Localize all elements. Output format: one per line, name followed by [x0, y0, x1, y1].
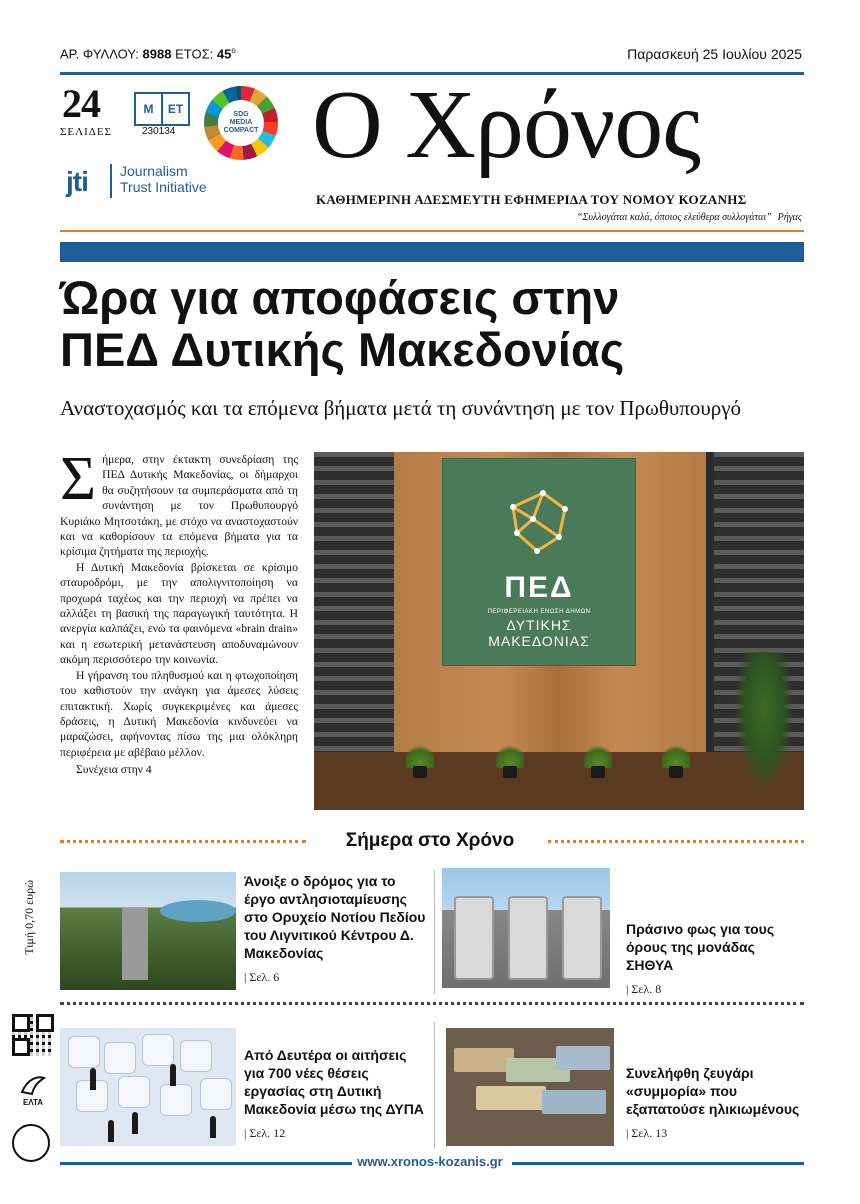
headline-line1: Ώρα για αποφάσεις στην: [60, 271, 620, 324]
story-1[interactable]: [244, 872, 430, 985]
year-value: 45: [216, 46, 232, 62]
story-4-page: | Σελ. 13: [626, 1126, 668, 1140]
met-badge: [134, 92, 190, 126]
plant-2: [496, 742, 524, 778]
lead-headline: [60, 272, 820, 376]
pages-label: ΣΕΛΙΔΕΣ: [60, 126, 112, 138]
story-divider-bottom: [434, 1022, 435, 1148]
masthead-motto: [577, 212, 802, 223]
lead-article-body: [60, 445, 298, 778]
paragraph-1-text: ήμερα, στην έκτακτη συνεδρίαση της ΠΕΔ Δυτικής Μακεδονίας, οι δήμαρχοι θα συζητήσουν τα συμπεράσματα από τη συνάντηση με τον Πρωθυπουργό Κυριάκο Μητσοτάκη, με στόχο να αναστοχαστούν και να καθορίσουν τα επόμενα βήματα για τα κρίσιμα ζητήματα της περιοχής.: [60, 453, 298, 559]
motto-text: “Συλλογάται καλά, όποιος ελεύθερα συλλογάται”: [576, 212, 772, 223]
sign-title: ΠΕΔ: [504, 571, 574, 604]
elta-bird-icon: [20, 1074, 46, 1096]
masthead-title: Ο Χρόνος: [312, 71, 701, 179]
continued-link[interactable]: Συνέχεια στην 4: [76, 763, 152, 777]
sheet-number: 8988: [142, 46, 172, 62]
story-3-title[interactable]: Από Δευτέρα οι αιτήσεις για 700 νέες θέσεις εργασίας στη Δυτική Μακεδονία μέσω της ΔΥΠΑ: [244, 1047, 424, 1117]
masthead-tagline: ΚΑΘΗΜΕΡΙΝΗ ΑΔΕΣΜΕΥΤΗ ΕΦΗΜΕΡΙΔΑ ΤΟΥ ΝΟΜΟΥ ΚΟΖΑΝΗΣ: [316, 192, 747, 207]
headline-line2: ΠΕΔ Δυτικής Μακεδονίας: [60, 323, 625, 376]
story-2-page: | Σελ. 8: [626, 982, 662, 996]
year-suffix: ο: [231, 46, 236, 55]
sdg-media-compact-logo: [204, 86, 278, 160]
story-2-image: [442, 868, 610, 988]
paragraph-3: Η γήρανση του πληθυσμού και η φτωχοποίηση του καθιστούν την ανάγκη για άμεσες λύσεις επιτακτική. Χωρίς συγκεκριμένες και άμεσες δράσεις, η Δυτική Μακεδονία κινδυνεύει να μαραζώσει, αφήνοντας πίσω της μια ολόκληρη περιφέρεια με αβέβαιο μέλλον.: [60, 668, 298, 759]
story-3-image: [60, 1028, 236, 1146]
sdg-line2: MEDIA: [229, 119, 253, 126]
masthead-rule: [60, 230, 804, 232]
sdg-line3: COMPACT: [223, 127, 259, 134]
elta-logo: [16, 1074, 50, 1116]
large-plant: [734, 652, 794, 792]
sign-subtitle: ΠΕΡΙΦΕΡΕΙΑΚΗ ΕΝΩΣΗ ΔΗΜΩΝ: [487, 609, 591, 615]
story-2[interactable]: [626, 920, 804, 997]
jti-line1: Journalism: [120, 163, 188, 179]
met-left: Μ: [143, 102, 154, 116]
section-title: Σήμερα στο Χρόνο: [345, 830, 515, 851]
year-label: ΕΤΟΣ:: [175, 46, 214, 62]
issue-info: [60, 46, 236, 61]
jti-line2: Trust Initiative: [120, 179, 207, 195]
story-divider-top: [434, 870, 435, 994]
lead-subhead: Αναστοχασμός και τα επόμενα βήματα μετά τη συνάντηση με τον Πρωθυπουργό: [60, 396, 742, 420]
section-divider-right: [548, 840, 804, 843]
blue-band: [60, 242, 804, 262]
pages-number: 24: [62, 81, 100, 126]
plant-4: [662, 742, 690, 778]
sign-line1: ΔΥΤΙΚΗΣ: [506, 617, 572, 633]
footer-rule-right: [512, 1162, 804, 1165]
sign-line2: ΜΑΚΕΔΟΝΙΑΣ: [488, 633, 590, 649]
paragraph-1: [60, 445, 298, 560]
story-3-page: | Σελ. 12: [244, 1126, 286, 1140]
story-row-divider: [60, 1002, 804, 1005]
ped-logo-icon: [503, 487, 575, 559]
sign-name: [443, 617, 635, 649]
elta-text: ΕΛΤΑ: [22, 1098, 44, 1107]
lead-photo: [314, 452, 804, 810]
jti-text: [120, 163, 207, 195]
story-4[interactable]: [626, 1064, 804, 1141]
ped-sign: [442, 458, 636, 666]
story-4-image: [446, 1028, 614, 1146]
photo-floor: [314, 752, 804, 810]
story-1-page: | Σελ. 6: [244, 970, 280, 984]
price-label: Τιμή 0,70 ευρώ: [22, 880, 36, 955]
plant-3: [584, 742, 612, 778]
met-right: ΕΤ: [161, 94, 188, 124]
issue-date: Παρασκευή 25 Ιουλίου 2025: [627, 46, 802, 62]
story-3[interactable]: [244, 1046, 430, 1141]
jti-divider: [110, 164, 112, 198]
story-2-title[interactable]: Πράσινο φως για τους όρους της μονάδας ΣΗΘΥΑ: [626, 921, 775, 973]
footer-website[interactable]: www.xronos-kozanis.gr: [357, 1154, 503, 1169]
dropcap: Σ: [60, 445, 97, 513]
story-1-image: [60, 872, 236, 990]
sdg-line1: SDG: [233, 111, 249, 118]
motto-author: Ρήγας: [777, 212, 802, 223]
met-number: 230134: [142, 126, 176, 137]
qr-code-icon[interactable]: [12, 1014, 54, 1056]
sheet-label: ΑΡ. ΦΥΛΛΟΥ:: [60, 46, 139, 62]
jti-logo: jti: [66, 166, 88, 197]
story-4-title[interactable]: Συνελήφθη ζευγάρι «συμμορία» που εξαπατούσε ηλικιωμένους: [626, 1065, 800, 1117]
story-1-title[interactable]: Άνοιξε ο δρόμος για το έργο αντλησιοταμίευσης στο Ορυχείο Νοτίου Πεδίου του Λιγνιτικού Κέντρου Δ. Μακεδονίας: [244, 873, 426, 961]
paragraph-2: Η Δυτική Μακεδονία βρίσκεται σε κρίσιμο σταυροδρόμι, με την απολιγνιτοποίηση να προχωρά ταχέως και την περιοχή να πρέπει να αλλάξει τη βασική της παραγωγική ταυτότητα. Η ανεργία καλπάζει, ενώ τα φαινόμενα «brain drain» και η εσωτερική μετανάστευση αποδυναμώνουν ακόμη περισσότερο την κοινωνία.: [60, 560, 298, 667]
plant-1: [406, 742, 434, 778]
